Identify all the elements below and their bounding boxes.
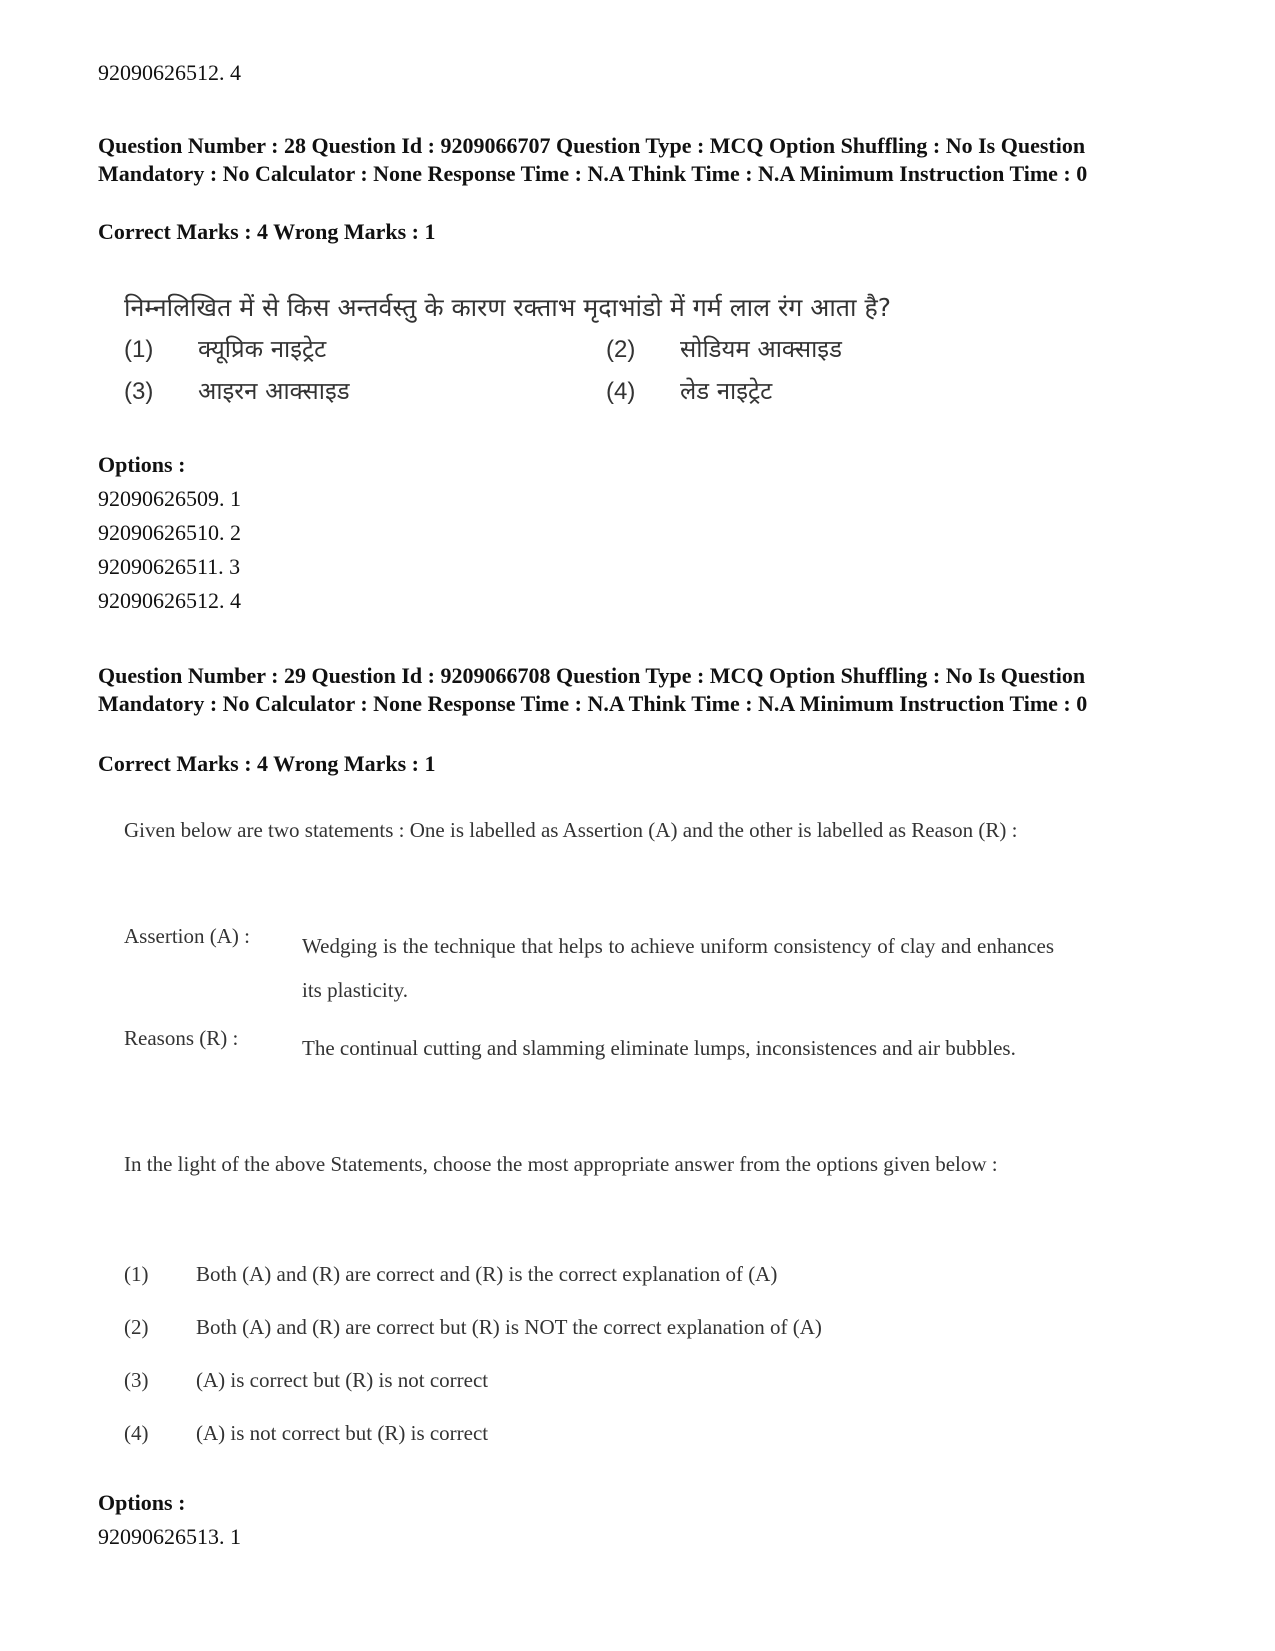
q28-choice-2-text: सोडियम आक्साइड <box>680 335 842 363</box>
q29-reason-text: The continual cutting and slamming eliminate lumps, inconsistences and air bubbles. <box>302 1036 1016 1060</box>
q29-choice-2 <box>124 1315 822 1340</box>
q29-marks: Correct Marks : 4 Wrong Marks : 1 <box>98 751 436 776</box>
q29-choice-1 <box>124 1262 777 1287</box>
q28-choice-1 <box>124 332 326 365</box>
q28-choice-2-num: (2) <box>606 336 636 363</box>
q28-option-1: 92090626509. 1 <box>98 486 241 511</box>
q28-marks: Correct Marks : 4 Wrong Marks : 1 <box>98 219 436 244</box>
q29-header <box>98 662 1128 718</box>
q28-choice-4-num: (4) <box>606 378 636 405</box>
q28-choice-4 <box>606 374 772 407</box>
q29-choice-4 <box>124 1421 488 1446</box>
q29-choice-3-num: (3) <box>124 1368 149 1392</box>
q29-intro: Given below are two statements : One is labelled as Assertion (A) and the other is labelled as Reason (R) : <box>124 818 1018 842</box>
q29-reason-label: Reasons (R) : <box>124 1026 239 1050</box>
q29-prompt: In the light of the above Statements, choose the most appropriate answer from the options given below : <box>124 1152 998 1176</box>
q28-options-label: Options : <box>98 452 186 477</box>
q28-choice-1-text: क्यूप्रिक नाइट्रेट <box>198 335 327 363</box>
q28-header <box>98 132 1128 188</box>
q28-choice-1-num: (1) <box>124 336 154 363</box>
q28-option-3: 92090626511. 3 <box>98 554 241 579</box>
q29-header-text: Question Number : 29 Question Id : 9209066708 Question Type : MCQ Option Shuffling : No Is Question Mandatory : No Calculator : None Response Time : N.A Think Time : N.A Minimum Instruction Time : 0 <box>98 663 1088 716</box>
q29-choice-3-text: (A) is correct but (R) is not correct <box>196 1368 489 1392</box>
q28-stem: निम्नलिखित में से किस अन्तर्वस्तु के कारण रक्ताभ मृदाभांडो में गर्म लाल रंग आता है? <box>124 293 892 322</box>
q28-choice-3-text: आइरन आक्साइड <box>198 377 350 405</box>
q28-header-text: Question Number : 28 Question Id : 9209066707 Question Type : MCQ Option Shuffling : No Is Question Mandatory : No Calculator : None Response Time : N.A Think Time : N.A Minimum Instruction Time : 0 <box>98 133 1088 186</box>
q28-option-4: 92090626512. 4 <box>98 588 241 613</box>
q28-choice-4-text: लेड नाइट्रेट <box>680 377 773 405</box>
previous-option-line: 92090626512. 4 <box>98 60 241 85</box>
q29-option-1: 92090626513. 1 <box>98 1524 241 1549</box>
q28-option-2: 92090626510. 2 <box>98 520 241 545</box>
q29-choice-1-num: (1) <box>124 1262 149 1286</box>
q28-choice-3-num: (3) <box>124 378 154 405</box>
q29-options-label: Options : <box>98 1490 186 1515</box>
q29-assertion-label: Assertion (A) : <box>124 924 250 948</box>
q29-assertion-text: Wedging is the technique that helps to achieve uniform consistency of clay and enhances its plasticity. <box>302 934 1054 1002</box>
q29-choice-1-text: Both (A) and (R) are correct and (R) is the correct explanation of (A) <box>196 1262 778 1286</box>
q29-choice-2-text: Both (A) and (R) are correct but (R) is NOT the correct explanation of (A) <box>196 1315 822 1339</box>
q29-choice-4-num: (4) <box>124 1421 149 1445</box>
q29-choice-3 <box>124 1368 488 1393</box>
q29-choice-4-text: (A) is not correct but (R) is correct <box>196 1421 489 1445</box>
q29-choice-2-num: (2) <box>124 1315 149 1339</box>
q28-choice-2 <box>606 332 842 365</box>
q28-choice-3 <box>124 374 350 407</box>
